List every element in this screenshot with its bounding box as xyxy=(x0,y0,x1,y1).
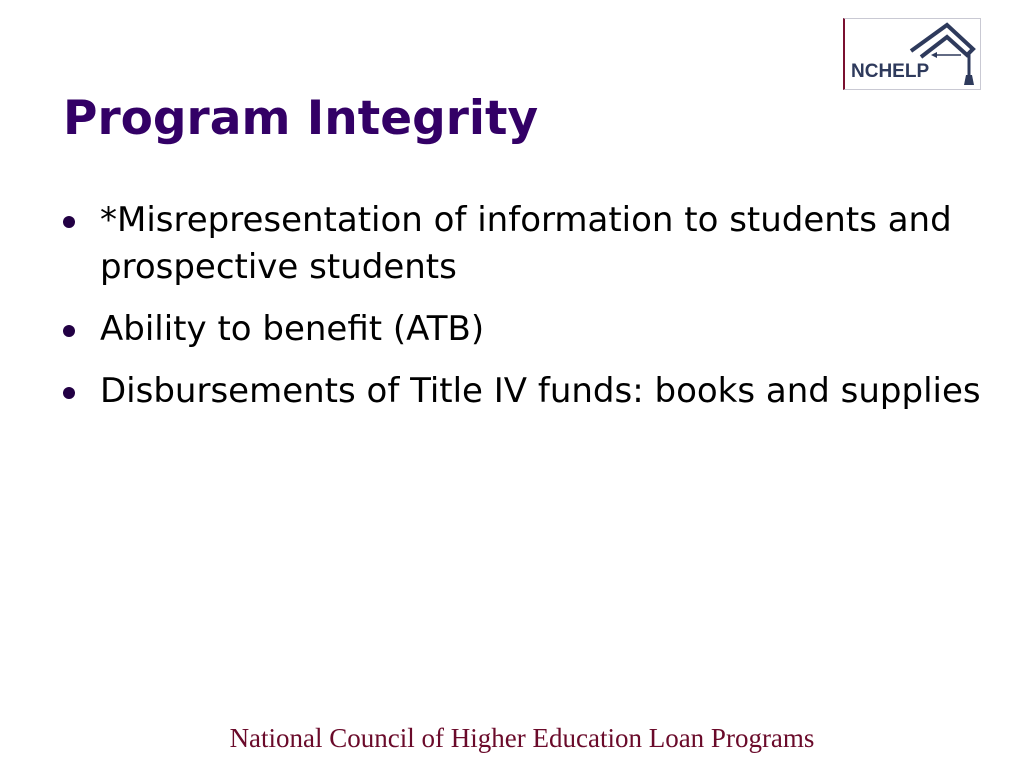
bullet-dot-icon xyxy=(63,216,75,228)
slide-title: Program Integrity xyxy=(63,91,539,146)
bullet-item xyxy=(63,197,983,291)
bullet-dot-icon xyxy=(63,387,75,399)
logo-text: NCHELP xyxy=(851,61,930,82)
bullet-text: *Misrepresentation of information to students and prospective students xyxy=(100,200,952,287)
bullet-item xyxy=(63,306,983,353)
bullet-item xyxy=(63,368,983,415)
slide-footer: National Council of Higher Education Loan Programs xyxy=(229,723,815,753)
bullet-text: Disbursements of Title IV funds: books and supplies xyxy=(100,371,981,411)
nchelp-logo xyxy=(843,18,981,90)
bullet-text: Ability to benefit (ATB) xyxy=(100,309,485,349)
bullet-list xyxy=(63,197,983,430)
bullet-dot-icon xyxy=(63,325,75,337)
